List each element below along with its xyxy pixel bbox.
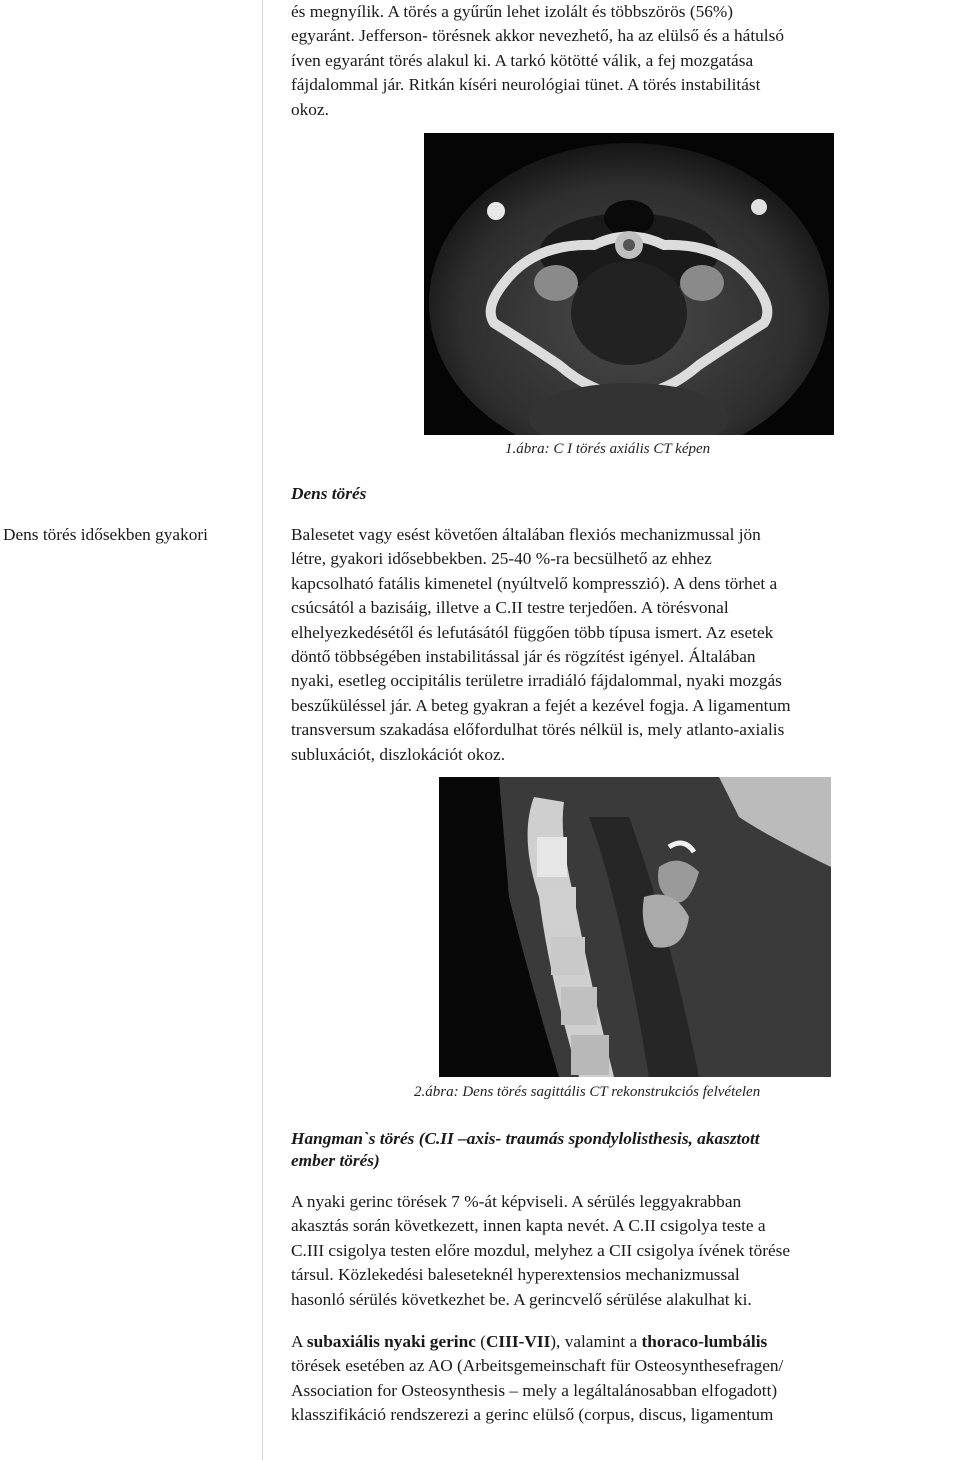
text-line: egyaránt. Jefferson- törésnek akkor nevezhető, ha az elülső és a hátulsó (291, 26, 784, 46)
text-line: klasszifikáció rendszerezi a gerinc elülső (corpus, discus, ligamentum (291, 1405, 774, 1425)
text-line: beszűküléssel jár. A beteg gyakran a fejét a kezével fogja. A ligamentum (291, 695, 791, 715)
text-run: ( (475, 1332, 486, 1351)
ao-classification-paragraph (291, 1330, 956, 1428)
text-line: hasonló sérülés következhet be. A gerincvelő sérülése alakulhat ki. (291, 1289, 752, 1309)
text-line: csúcsától a bazisáig, illetve a C.II testre terjedően. A törésvonal (291, 598, 729, 618)
text-line: törések esetében az AO (Arbeitsgemeinschaft für Osteosynthesefragen/ (291, 1356, 784, 1376)
text-line (291, 1330, 956, 1354)
text-line: kapcsolható fatális kimenetel (nyúltvelő kompresszió). A dens törhet a (291, 573, 778, 593)
text-line: fájdalommal jár. Ritkán kíséri neurológiai tünet. A törés instabilitást (291, 75, 761, 95)
bold-term: thoraco-lumbális (641, 1332, 768, 1351)
text-line: Association for Osteosynthesis – mely a legáltalánosabban elfogadott) (291, 1380, 778, 1400)
text-run: A (291, 1332, 307, 1351)
text-line: subluxációt, diszlokációt okoz. (291, 744, 506, 764)
text-line: nyaki, esetleg occipitális területre irradiáló fájdalommal, nyaki mozgás (291, 671, 782, 691)
text-line: akasztás során következett, innen kapta nevét. A C.II csigolya teste a (291, 1216, 766, 1236)
text-line: íven egyaránt törés alakul ki. A tarkó kötötté válik, a fej mozgatása (291, 50, 754, 70)
text-run: ), valamint a (550, 1332, 642, 1351)
hangman-paragraph (291, 1190, 956, 1312)
text-line: társul. Közlekedési baleseteknél hyperextensios mechanizmussal (291, 1265, 740, 1285)
bold-term: subaxiális nyaki gerinc (306, 1332, 476, 1351)
text-line: és megnyílik. A törés a gyűrűn lehet izolált és többszörös (56%) (291, 2, 734, 21)
text-line: A nyaki gerinc törések 7 %-át képviseli. A sérülés leggyakrabban (291, 1192, 742, 1211)
dens-margin-note: Dens törés idősekben gyakori (3, 525, 208, 544)
text-line: Balesetet vagy esést követően általában flexiós mechanizmussal jön (291, 525, 761, 544)
text-line: döntő többségében instabilitással jár és rögzítést igényel. Általában (291, 647, 756, 667)
heading-line: Hangman`s törés (C.II –axis- traumás spondylolisthesis, akasztott (291, 1129, 760, 1148)
text-line: C.III csigolya testen előre mozdul, melyhez a CII csigolya ívének törése (291, 1240, 791, 1260)
sagittal-ct-image (439, 777, 831, 1077)
column-divider (262, 0, 263, 1460)
dens-heading: Dens törés (291, 484, 367, 503)
heading-line: ember törés) (291, 1151, 380, 1170)
text-line: transversum szakadása előfordulhat törés nélkül is, mely atlanto-axialis (291, 720, 785, 740)
sagittal-ct-drawing (439, 777, 831, 1077)
text-line: létre, gyakori idősebbekben. 25-40 %-ra becsülhető az ehhez (291, 549, 712, 569)
axial-ct-image (424, 133, 834, 435)
bold-term: CIII-VII (485, 1332, 551, 1351)
figure1-caption: 1.ábra: C I törés axiális CT képen (505, 441, 711, 457)
text-line: okoz. (291, 99, 329, 119)
axial-ct-drawing (424, 133, 834, 435)
jefferson-paragraph (291, 0, 956, 122)
text-line: elhelyezkedésétől és lefutásától függően több típusa ismert. Az esetek (291, 622, 774, 642)
dens-paragraph (291, 523, 956, 767)
hangman-heading (291, 1128, 760, 1172)
figure2-caption: 2.ábra: Dens törés sagittális CT rekonstrukciós felvételen (414, 1084, 761, 1100)
